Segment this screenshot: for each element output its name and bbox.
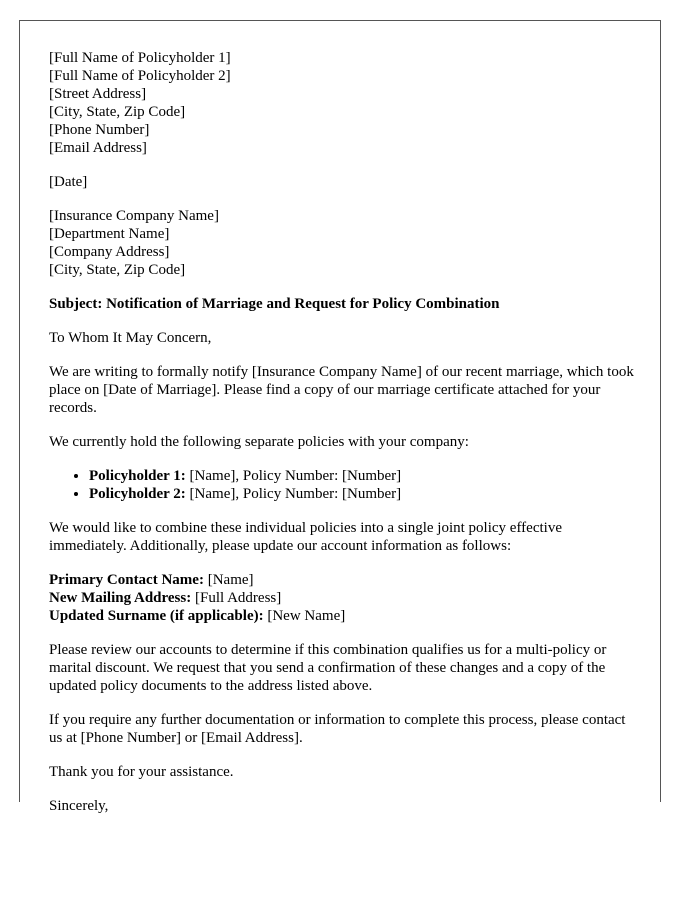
account-updates <box>49 571 639 625</box>
sender-email: [Email Address] <box>49 140 147 156</box>
paragraph-thanks: Thank you for your assistance. <box>49 764 234 780</box>
closing: Sincerely, <box>49 798 109 814</box>
policy-value: [Name], Policy Number: [Number] <box>185 468 402 484</box>
update-label: New Mailing Address: <box>49 590 192 606</box>
paragraph-current-policies: We currently hold the following separate policies with your company: <box>49 434 469 450</box>
policy-value: [Name], Policy Number: [Number] <box>185 486 402 502</box>
sender-street: [Street Address] <box>49 86 147 102</box>
paragraph-marriage-notice: We are writing to formally notify [Insurance Company Name] of our recent marriage, which took place on [Date of Marriage]. Please find a copy of our marriage certificate attached for your records. <box>49 364 634 416</box>
recipient-block <box>49 207 639 279</box>
subject-line: Subject: Notification of Marriage and Request for Policy Combination <box>49 296 500 312</box>
policy-list <box>49 467 639 503</box>
letter-body <box>49 49 639 815</box>
sender-name-2: [Full Name of Policyholder 2] <box>49 68 231 84</box>
recipient-address: [Company Address] <box>49 244 170 260</box>
letter-date: [Date] <box>49 174 88 190</box>
paragraph-combine-request: We would like to combine these individual policies into a single joint policy effective immediately. Additionally, please update our account information as follows: <box>49 520 562 554</box>
recipient-company: [Insurance Company Name] <box>49 208 219 224</box>
update-label: Updated Surname (if applicable): <box>49 608 264 624</box>
salutation: To Whom It May Concern, <box>49 330 212 346</box>
sender-phone: [Phone Number] <box>49 122 150 138</box>
policy-list-item <box>89 467 639 485</box>
update-value: [Name] <box>203 572 254 588</box>
update-line <box>49 571 639 589</box>
paragraph-contact: If you require any further documentation or information to complete this process, please contact us at [Phone Number] or [Email Address]. <box>49 712 626 746</box>
policy-label: Policyholder 1: <box>89 468 186 484</box>
sender-block <box>49 49 639 157</box>
policy-label: Policyholder 2: <box>89 486 186 502</box>
update-value: [Full Address] <box>191 590 282 606</box>
paragraph-discount-review: Please review our accounts to determine if this combination qualifies us for a multi-policy or marital discount. We request that you send a confirmation of these changes and a copy of the updated policy documents to the address listed above. <box>49 642 607 694</box>
recipient-city: [City, State, Zip Code] <box>49 262 186 278</box>
sender-name-1: [Full Name of Policyholder 1] <box>49 50 231 66</box>
update-value: [New Name] <box>263 608 346 624</box>
update-line <box>49 589 639 607</box>
recipient-department: [Department Name] <box>49 226 170 242</box>
policy-list-item <box>89 485 639 503</box>
sender-city: [City, State, Zip Code] <box>49 104 186 120</box>
update-label: Primary Contact Name: <box>49 572 204 588</box>
update-line <box>49 607 639 625</box>
letter-page <box>19 20 661 814</box>
